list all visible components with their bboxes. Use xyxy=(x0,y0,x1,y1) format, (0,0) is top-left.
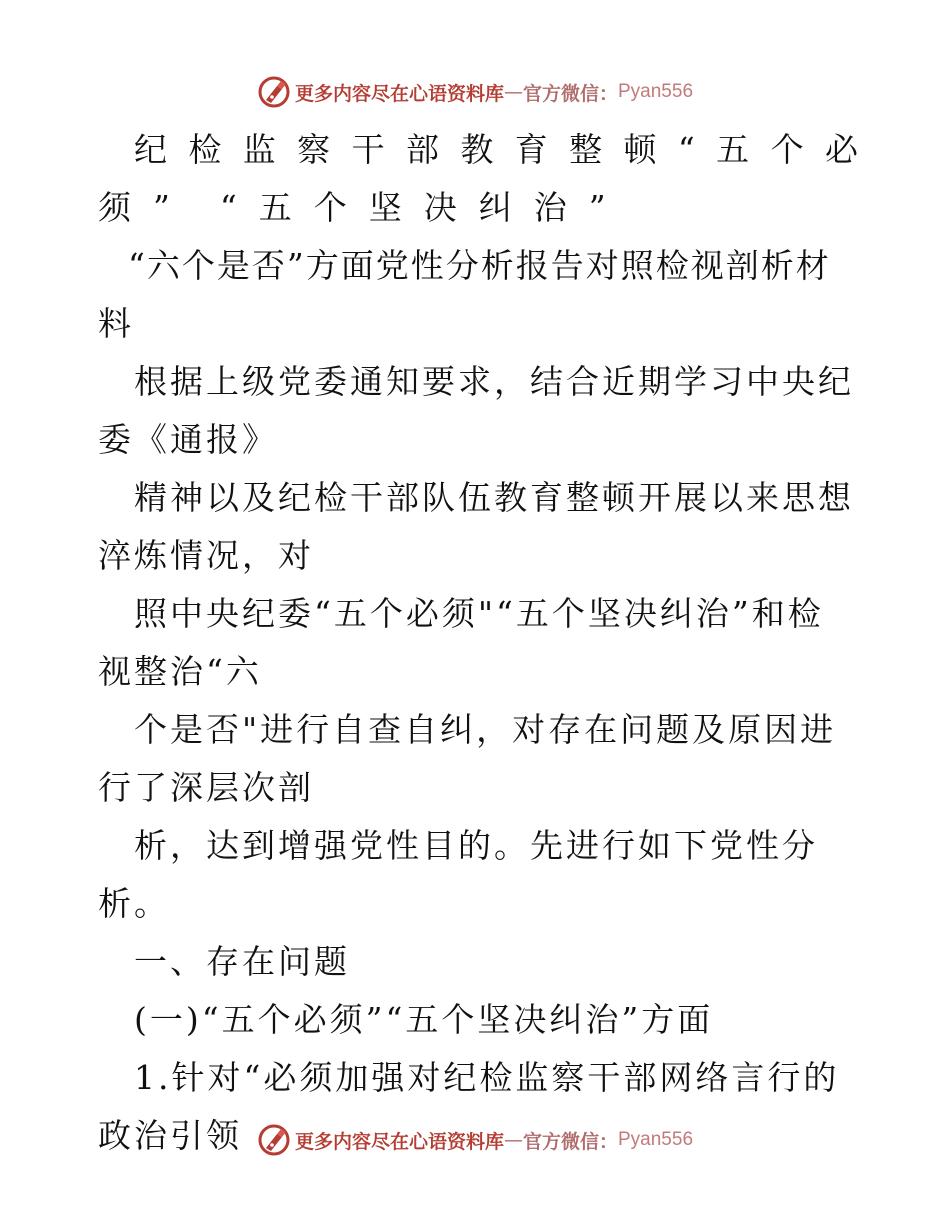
title-char: ” xyxy=(153,188,170,227)
title-char: 纪 xyxy=(134,130,167,169)
title-char: 五 xyxy=(258,188,292,227)
watermark-dash: — xyxy=(503,1129,523,1151)
title-char: 察 xyxy=(297,130,331,169)
title-char: 纠 xyxy=(478,188,512,227)
title-char: 教 xyxy=(460,130,494,169)
watermark-text: 更多内容尽在心语资料库 xyxy=(294,82,504,105)
title-char: “ xyxy=(219,188,237,227)
paragraph: 照中央纪委“五个必须"“五个坚决纠治”和检视整治“六 xyxy=(98,594,824,691)
watermark-dash: — xyxy=(503,81,523,103)
watermark-wechat-id: Pyan556 xyxy=(618,81,694,102)
title-char: 必 xyxy=(824,130,858,169)
title-char: 坚 xyxy=(368,188,402,227)
subtitle: “六个是否”方面党性分析报告对照检视剖析材料 xyxy=(98,246,831,343)
title-char: 整 xyxy=(569,130,603,169)
pen-nib-icon xyxy=(257,1123,291,1157)
title-char: “ xyxy=(677,130,695,169)
title-char: 个 xyxy=(770,130,804,169)
paragraph: 精神以及纪检干部队伍教育整顿开展以来思想淬炼情况，对 xyxy=(98,478,854,575)
title-line-2 xyxy=(98,179,858,237)
section-heading: 一、存在问题 xyxy=(134,942,350,981)
paragraph: 个是否"进行自查自纠，对存在问题及原因进行了深层次剖 xyxy=(98,710,837,807)
pen-nib-icon xyxy=(257,75,291,109)
title-char: 顿 xyxy=(623,130,657,169)
watermark-label: 官方微信： xyxy=(522,1130,618,1153)
paragraph: 析，达到增强党性目的。先进行如下党性分析。 xyxy=(98,826,818,923)
title-char: 治 xyxy=(533,188,567,227)
title-char: 部 xyxy=(405,130,439,169)
paragraph: 1.针对“必须加强对纪检监察干部网络言行的政治引领 xyxy=(98,1058,840,1155)
watermark-text: 更多内容尽在心语资料库 xyxy=(294,1130,504,1153)
title-char: 五 xyxy=(716,130,750,169)
title-char: 育 xyxy=(514,130,548,169)
title-char: 须 xyxy=(98,188,131,227)
title-char: 监 xyxy=(242,130,276,169)
title-char: 个 xyxy=(313,188,347,227)
title-char: 决 xyxy=(423,188,457,227)
watermark-header xyxy=(0,72,950,112)
title-line-1 xyxy=(98,121,858,179)
document-body xyxy=(98,121,858,1165)
title-char: 检 xyxy=(188,130,222,169)
watermark-label: 官方微信： xyxy=(522,82,618,105)
title-char: 干 xyxy=(351,130,385,169)
watermark-footer xyxy=(0,1120,950,1160)
title-char: ” xyxy=(588,188,606,227)
subsection-heading: (一)“五个必须”“五个坚决纠治”方面 xyxy=(134,1000,714,1039)
paragraph: 根据上级党委通知要求，结合近期学习中央纪委《通报》 xyxy=(98,362,854,459)
watermark-wechat-id: Pyan556 xyxy=(618,1129,694,1150)
